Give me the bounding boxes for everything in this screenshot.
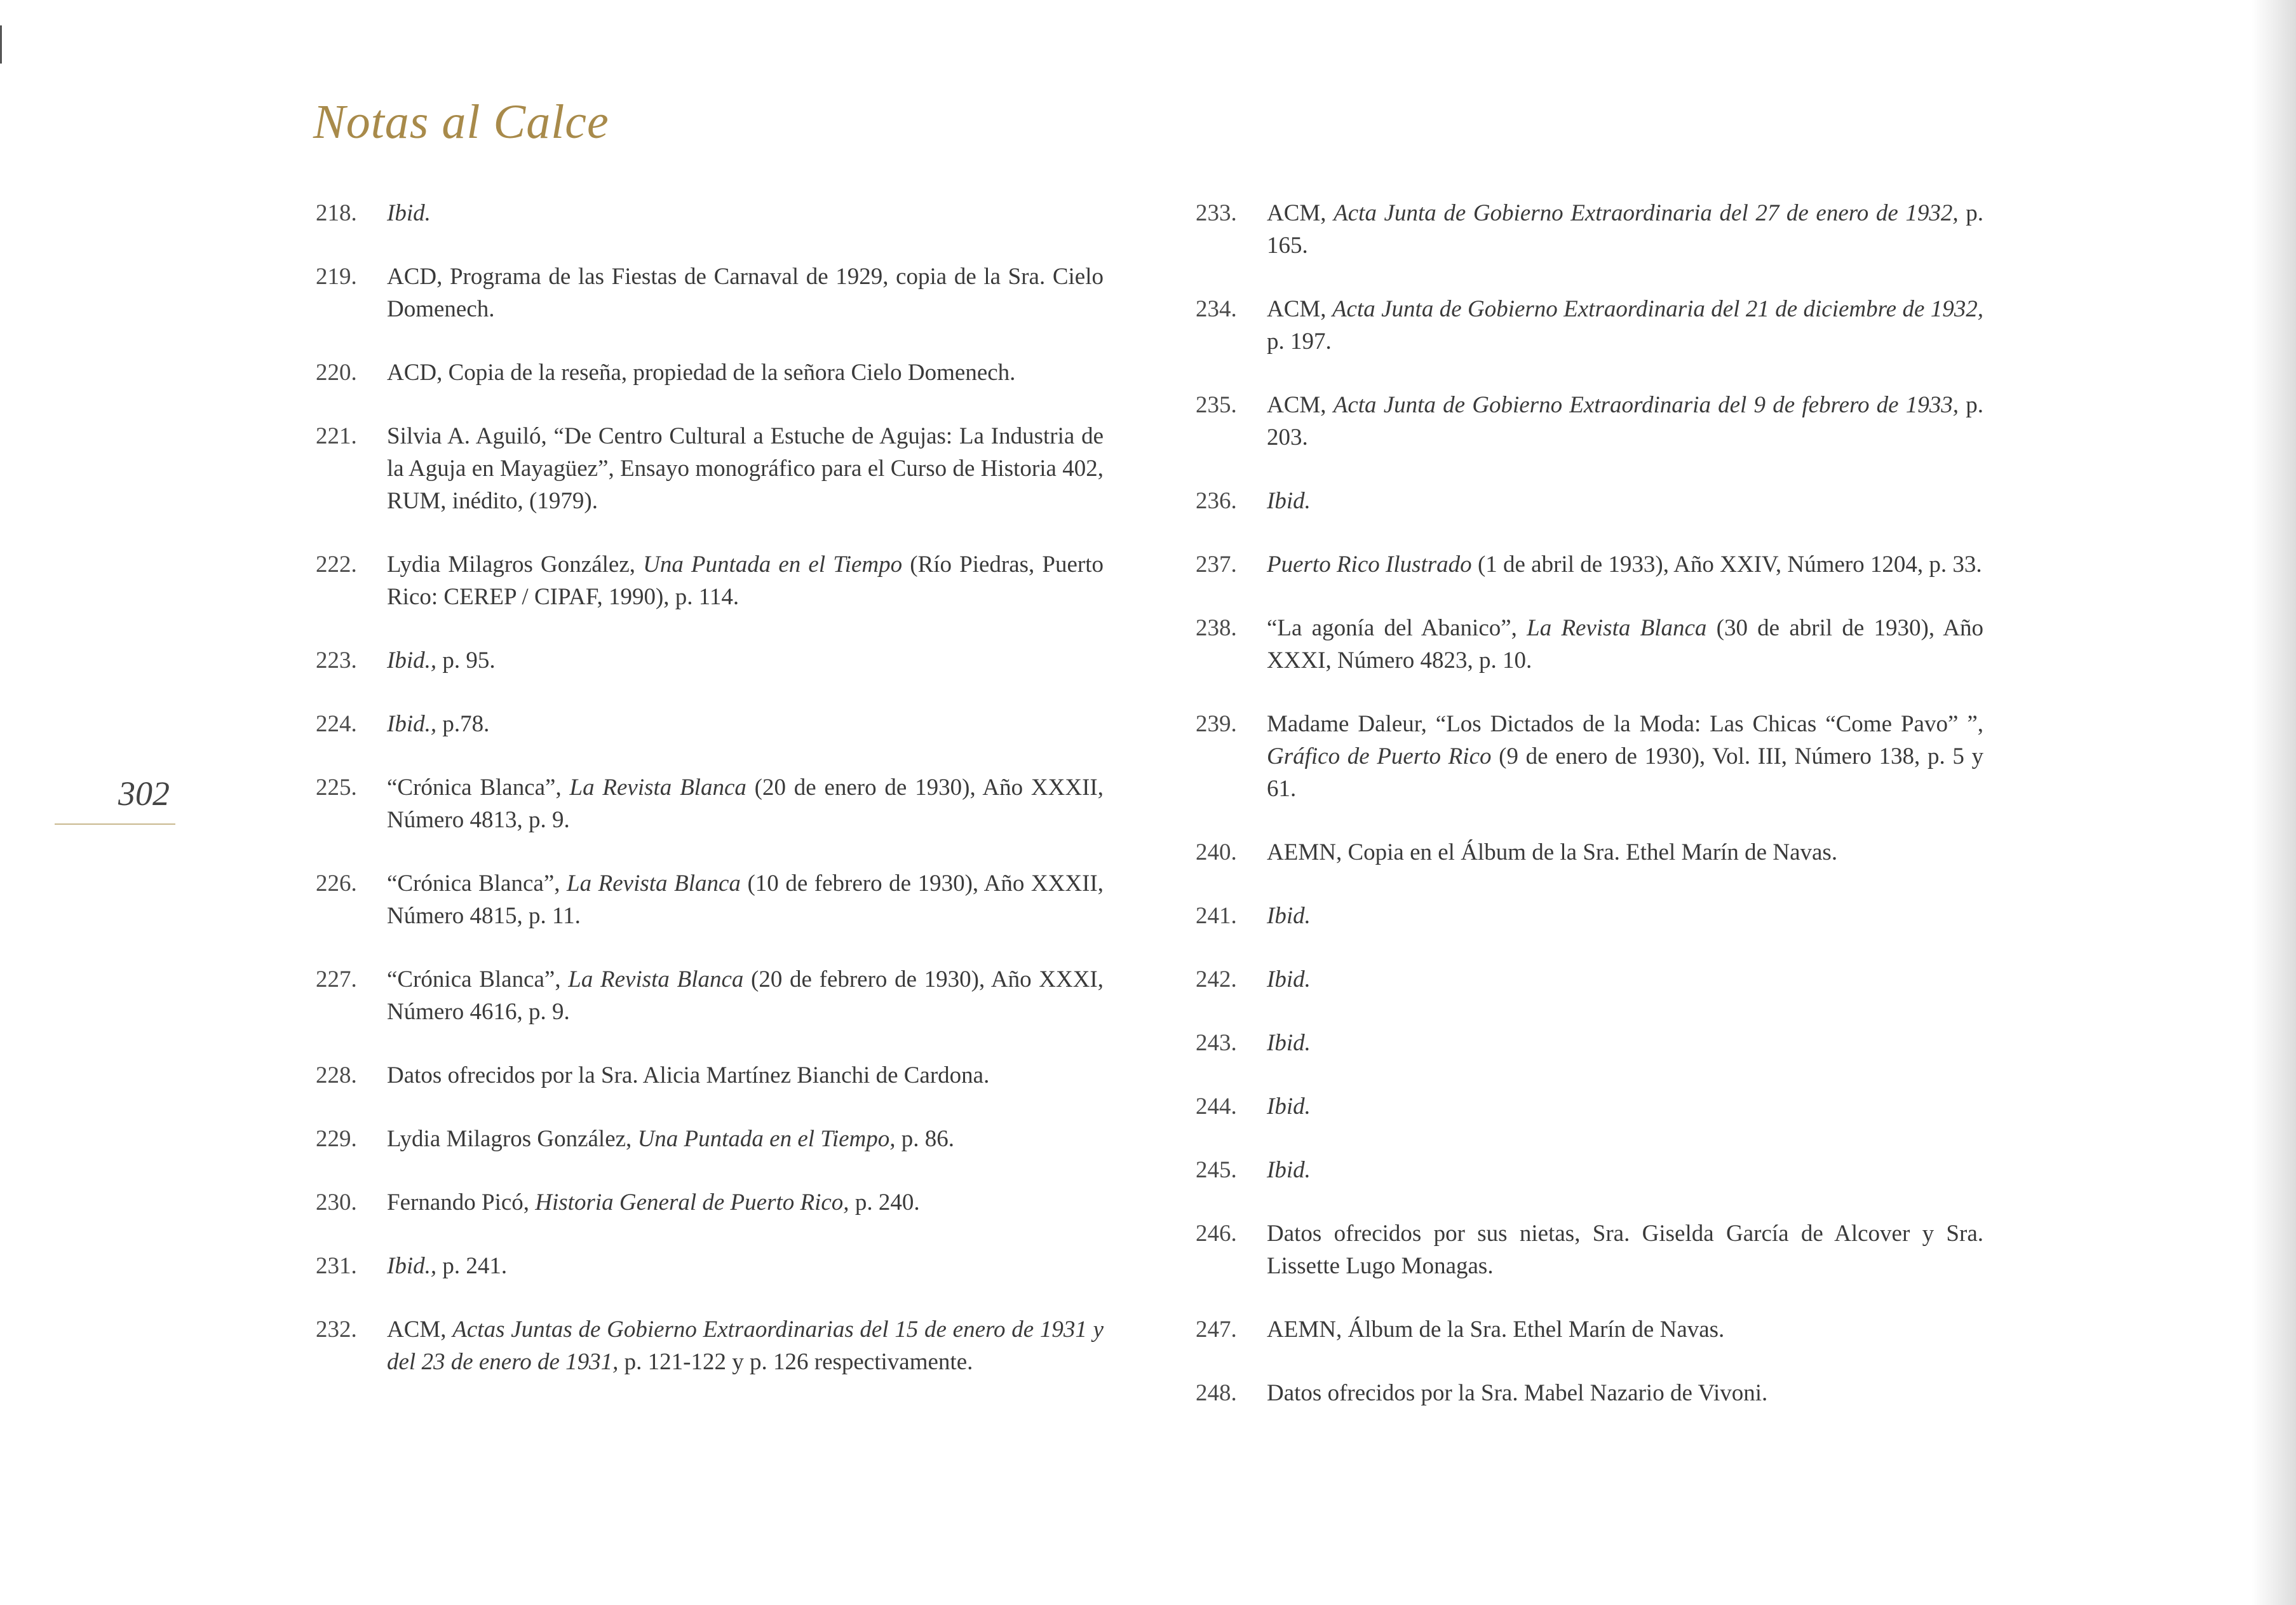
footnote-italic-segment: Ibid. [1267, 488, 1311, 514]
footnote-text [387, 1250, 1104, 1282]
footnote-italic-segment: Ibid. [1267, 1157, 1311, 1183]
footnote-italic-segment: Ibid. [1267, 1094, 1311, 1120]
footnote-segment: (Río Piedras, Puerto Rico: CEREP / CIPAF, 1990), p. 114. [387, 552, 1104, 610]
footnote-text [1267, 836, 1983, 869]
footnote-number: 220. [316, 360, 357, 386]
footnote-number: 225. [316, 775, 357, 801]
footnote-number: 233. [1196, 200, 1237, 226]
footnote-segment: Datos ofrecidos por la Sra. Alicia Martínez Bianchi de Cardona. [387, 1062, 990, 1088]
footnote-italic-segment: La Revista Blanca [568, 966, 744, 992]
footnote-italic-segment: La Revista Blanca [567, 870, 741, 897]
footnote-number: 236. [1196, 488, 1237, 514]
footnote-segment: (20 de febrero de 1930), Año XXXI, Número 4616, p. 9. [387, 966, 1104, 1025]
footnote [1196, 389, 1983, 454]
footnote-italic-segment: Ibid., [387, 711, 437, 737]
footnote-italic-segment: Historia General de Puerto Rico, [535, 1189, 849, 1216]
footnote-text [387, 867, 1104, 932]
footnote-segment: (10 de febrero de 1930), Año XXXII, Número 4815, p. 11. [387, 870, 1104, 929]
footnote-text [387, 356, 1104, 389]
footnote-number: 242. [1196, 966, 1237, 992]
footnote-italic-segment: Ibid., [387, 647, 437, 674]
footnote-number: 221. [316, 423, 357, 449]
footnote-segment: p.78. [436, 711, 490, 737]
footnote-italic-segment: Acta Junta de Gobierno Extraordinaria del 27 de enero de 1932, [1334, 200, 1959, 226]
footnote-text [387, 1186, 1104, 1219]
footnote-text [387, 1123, 1104, 1155]
footnote-italic-segment: Ibid. [1267, 1030, 1311, 1056]
footnote-number: 228. [316, 1062, 357, 1088]
footnote-segment: Lydia Milagros González, [387, 1126, 638, 1152]
footnote-segment: “Crónica Blanca”, [387, 966, 569, 992]
footnote [316, 1250, 1104, 1282]
footnote [316, 356, 1104, 389]
footnote-text [1267, 1027, 1983, 1059]
footnote [316, 644, 1104, 677]
footnote-segment: p. 240. [849, 1189, 920, 1216]
footnote-segment: Silvia A. Aguiló, “De Centro Cultural a Estuche de Agujas: La Industria de la Aguja en Mayagüez”, Ensayo monográfico para el Curso de Historia 402, RUM, inédito, (1979). [387, 423, 1104, 514]
footnote-segment: Madame Daleur, “Los Dictados de la Moda: Las Chicas “Come Pavo” ”, [1267, 711, 1983, 737]
footnote-text [387, 771, 1104, 836]
footnote-text [1267, 1313, 1983, 1346]
footnote-italic-segment: Ibid. [387, 200, 431, 226]
footnote-number: 229. [316, 1126, 357, 1152]
footnote-number: 239. [1196, 711, 1237, 737]
footnote-italic-segment: Ibid. [1267, 903, 1311, 929]
footnote-text [387, 1059, 1104, 1092]
footnote-italic-segment: Ibid. [1267, 966, 1311, 992]
footnote-text [1267, 485, 1983, 517]
footnote-italic-segment: La Revista Blanca [1527, 615, 1707, 641]
footnote-text [1267, 293, 1983, 358]
footnote-number: 222. [316, 552, 357, 578]
footnote-number: 238. [1196, 615, 1237, 641]
footnote-segment: Lydia Milagros González, [387, 552, 644, 578]
footnote-text [1267, 197, 1983, 262]
footnote [316, 1186, 1104, 1219]
footnote [1196, 293, 1983, 358]
footnote [1196, 548, 1983, 581]
footnote-number: 224. [316, 711, 357, 737]
footnote-segment: p. 165. [1267, 200, 1983, 259]
footnote-segment: ACM, [1267, 296, 1332, 322]
footnote [1196, 963, 1983, 996]
footnote-segment: ACM, [387, 1317, 453, 1343]
footnote-number: 230. [316, 1189, 357, 1216]
footnote-italic-segment: La Revista Blanca [569, 775, 746, 801]
footnote-text [1267, 963, 1983, 996]
footnote-segment: “Crónica Blanca”, [387, 775, 570, 801]
footnote-segment: (30 de abril de 1930), Año XXXI, Número 4823, p. 10. [1267, 615, 1983, 674]
footnote-number: 243. [1196, 1030, 1237, 1056]
footnote-text [1267, 1090, 1983, 1123]
page-number: 302 [118, 775, 170, 813]
scan-edge-left [0, 25, 2, 64]
footnote [316, 1313, 1104, 1378]
footnote-number: 244. [1196, 1094, 1237, 1120]
footnote-segment: p. 203. [1267, 392, 1983, 450]
footnote-text [1267, 708, 1983, 805]
footnote-number: 241. [1196, 903, 1237, 929]
footnote [1196, 1027, 1983, 1059]
scan-edge-right [2252, 0, 2296, 1605]
footnote [316, 1059, 1104, 1092]
footnote-italic-segment: Acta Junta de Gobierno Extraordinaria del 21 de diciembre de 1932, [1332, 296, 1983, 322]
footnote-number: 240. [1196, 839, 1237, 865]
footnote [316, 261, 1104, 325]
footnote-text [387, 644, 1104, 677]
footnote-italic-segment: Puerto Rico Ilustrado [1267, 552, 1472, 578]
footnote-segment: p. 241. [436, 1253, 508, 1279]
footnote-italic-segment: Ibid., [387, 1253, 437, 1279]
footnote-number: 237. [1196, 552, 1237, 578]
footnote [316, 197, 1104, 229]
footnote-italic-segment: Una Puntada en el Tiempo, [637, 1126, 896, 1152]
footnote-segment: AEMN, Copia en el Álbum de la Sra. Ethel Marín de Navas. [1267, 839, 1838, 865]
footnote-segment: Datos ofrecidos por sus nietas, Sra. Giselda García de Alcover y Sra. Lissette Lugo Monagas. [1267, 1221, 1983, 1279]
footnote-italic-segment: Acta Junta de Gobierno Extraordinaria del 9 de febrero de 1933, [1333, 392, 1959, 418]
footnote-number: 245. [1196, 1157, 1237, 1183]
footnote-number: 223. [316, 647, 357, 674]
page-number-rule [55, 823, 175, 825]
footnote-text [387, 548, 1104, 613]
footnote-segment: ACM, [1267, 392, 1334, 418]
footnote [1196, 900, 1983, 932]
footnote-segment: p. 86. [895, 1126, 954, 1152]
footnote-segment: Fernando Picó, [387, 1189, 536, 1216]
footnote-number: 218. [316, 200, 357, 226]
footnote-text [387, 261, 1104, 325]
footnote-segment: ACD, Programa de las Fiestas de Carnaval de 1929, copia de la Sra. Cielo Domenech. [387, 264, 1104, 322]
footnote [1196, 612, 1983, 677]
footnote-text [1267, 1154, 1983, 1186]
footnote-segment: (9 de enero de 1930), Vol. III, Número 138, p. 5 y 61. [1267, 743, 1983, 802]
footnote [1196, 1217, 1983, 1282]
footnote [1196, 1090, 1983, 1123]
footnote-segment: p. 121-122 y p. 126 respectivamente. [618, 1349, 973, 1375]
footnote [1196, 1154, 1983, 1186]
footnote-text [1267, 612, 1983, 677]
footnote-number: 219. [316, 264, 357, 290]
footnote [316, 420, 1104, 517]
footnote-text [1267, 548, 1983, 581]
footnote-segment: (20 de enero de 1930), Año XXXII, Número 4813, p. 9. [387, 775, 1104, 833]
footnote-segment: Datos ofrecidos por la Sra. Mabel Nazario de Vivoni. [1267, 1380, 1768, 1406]
notes-column-right [1196, 197, 1983, 1440]
footnote-number: 232. [316, 1317, 357, 1343]
footnote-segment: p. 197. [1267, 328, 1332, 355]
footnote [316, 1123, 1104, 1155]
footnote-text [387, 708, 1104, 740]
footnote [316, 771, 1104, 836]
page-title: Notas al Calce [313, 95, 609, 149]
footnote-italic-segment: Actas Juntas de Gobierno Extraordinarias del 15 de enero de 1931 y del 23 de enero de 1931, [387, 1317, 1104, 1375]
footnote [316, 708, 1104, 740]
footnote-number: 234. [1196, 296, 1237, 322]
footnote-segment: ACM, [1267, 200, 1334, 226]
footnote-text [1267, 1377, 1983, 1409]
footnote [1196, 836, 1983, 869]
footnote-number: 246. [1196, 1221, 1237, 1247]
footnote-text [387, 420, 1104, 517]
footnote-text [1267, 389, 1983, 454]
footnote-text [1267, 900, 1983, 932]
footnote [1196, 1313, 1983, 1346]
footnote-segment: (1 de abril de 1933), Año XXIV, Número 1204, p. 33. [1471, 552, 1982, 578]
footnote-number: 247. [1196, 1317, 1237, 1343]
footnote-segment: p. 95. [436, 647, 496, 674]
footnote-number: 248. [1196, 1380, 1237, 1406]
footnote-number: 227. [316, 966, 357, 992]
footnote [316, 963, 1104, 1028]
footnote-segment: ACD, Copia de la reseña, propiedad de la señora Cielo Domenech. [387, 360, 1016, 386]
footnote-text [387, 963, 1104, 1028]
footnote-segment: “Crónica Blanca”, [387, 870, 567, 897]
footnote-italic-segment: Gráfico de Puerto Rico [1267, 743, 1492, 769]
footnote [316, 867, 1104, 932]
footnote-text [387, 1313, 1104, 1378]
footnote-segment: AEMN, Álbum de la Sra. Ethel Marín de Navas. [1267, 1317, 1725, 1343]
footnote [1196, 708, 1983, 805]
footnote-text [387, 197, 1104, 229]
footnote [1196, 485, 1983, 517]
footnote-italic-segment: Una Puntada en el Tiempo [643, 552, 903, 578]
footnote [1196, 1377, 1983, 1409]
footnote-number: 235. [1196, 392, 1237, 418]
notes-column-left [316, 197, 1104, 1409]
footnote [1196, 197, 1983, 262]
footnote-number: 226. [316, 870, 357, 897]
footnote [316, 548, 1104, 613]
footnote-text [1267, 1217, 1983, 1282]
footnote-number: 231. [316, 1253, 357, 1279]
footnote-segment: “La agonía del Abanico”, [1267, 615, 1527, 641]
